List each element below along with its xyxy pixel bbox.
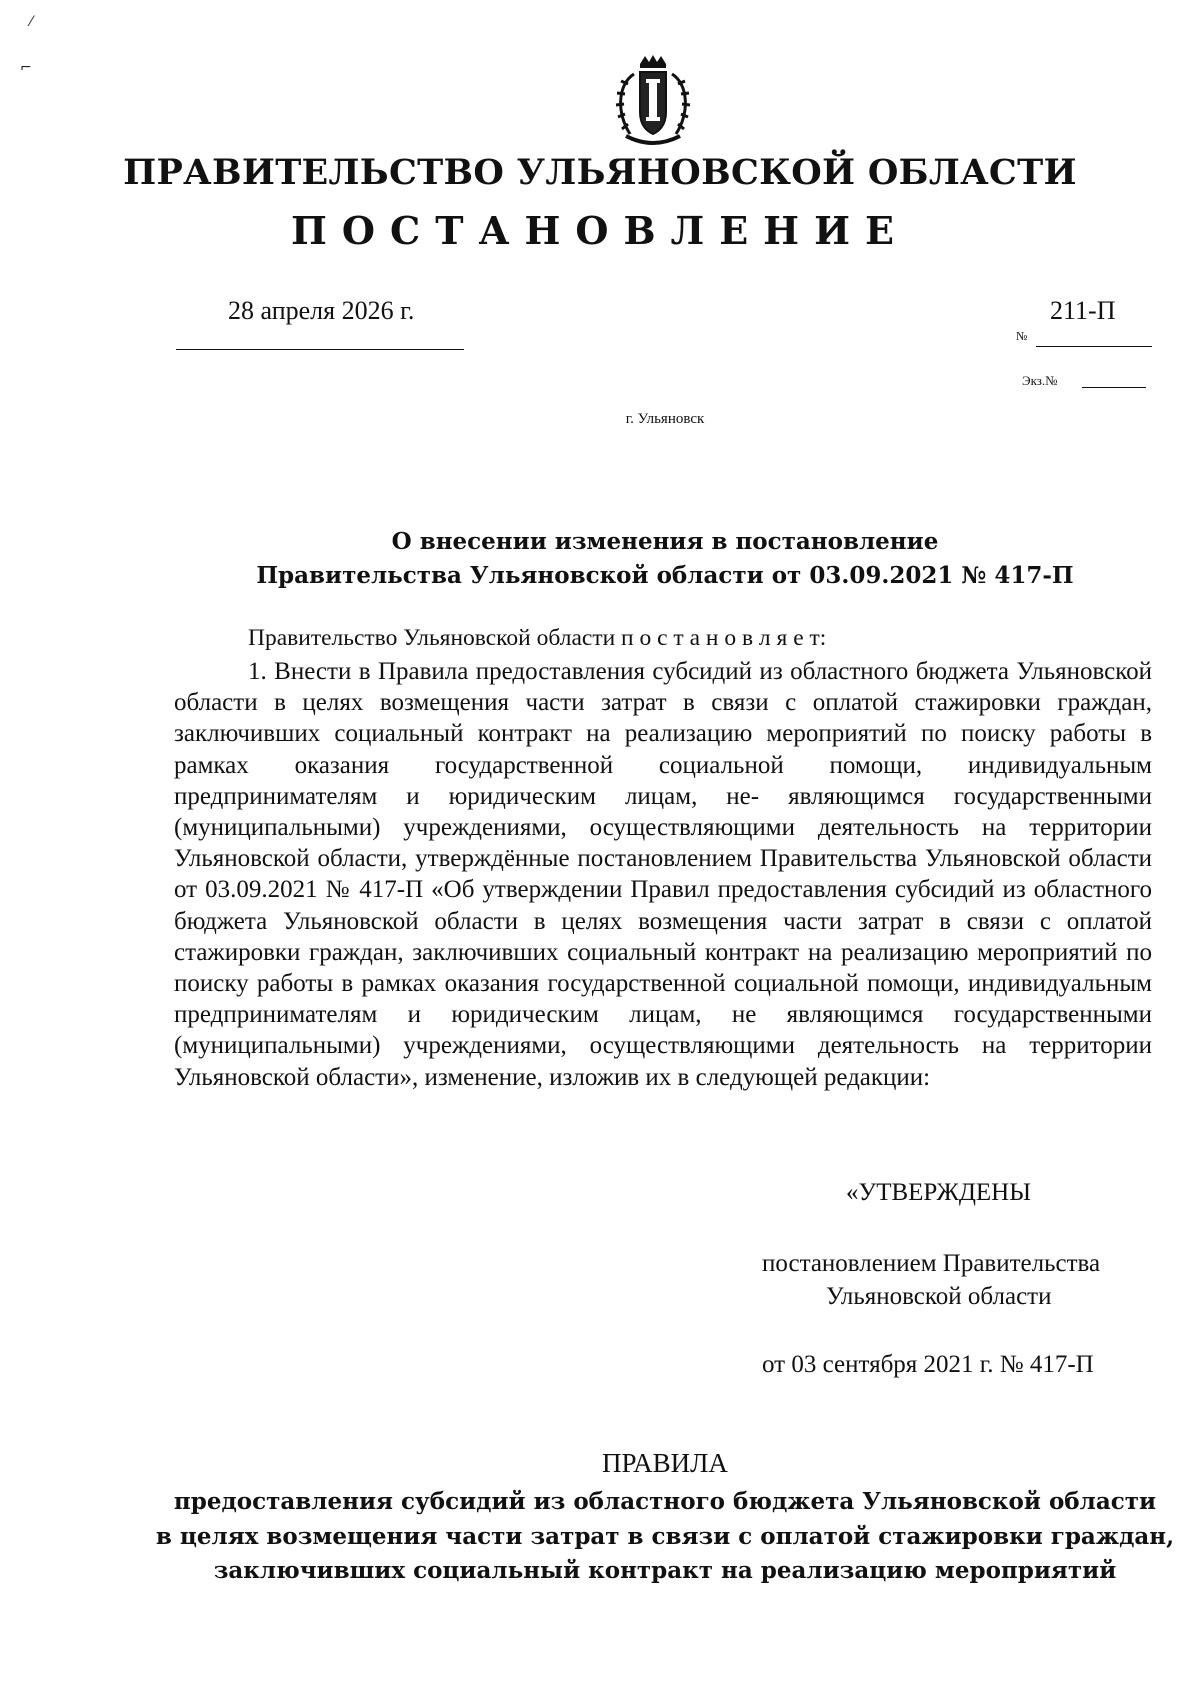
date-underline [176, 349, 464, 350]
organization-heading: ПРАВИТЕЛЬСТВО УЛЬЯНОВСКОЙ ОБЛАСТИ [123, 152, 1077, 193]
approval-by-line-2: Ульяновской области [826, 1283, 1052, 1310]
rules-heading: ПРАВИЛА [602, 1448, 728, 1478]
decree-paragraph-1 [174, 656, 1152, 1093]
rules-subtitle-line-1: предоставления субсидий из областного бюджета Ульяновской области [173, 1488, 1157, 1515]
paragraph-text: 1. Внести в Правила предоставления субсидий из областного бюджета Ульяновской области в целях возмещения части затрат в связи с оплатой стажировки граждан, заключивших социальный контракт на реализацию мероприятий по поиску работы в рамках оказания государственной социальной помощи, индивидуальным предпринимателям и юридическим лицам, не- являющимся государственными (муниципальными) учреждениями, осуществляющими деятельность на территории Ульяновской области, утверждённые постановлением Правительства Ульяновской области от 03.09.2021 № 417-П «Об утверждении Правил предоставления субсидий из областного бюджета Ульяновской области в целях возмещения части затрат в связи с оплатой стажировки граждан, заключивших социальный контракт на реализацию мероприятий по поиску работы в рамках оказания государственной социальной помощи, индивидуальным предпринимателям и юридическим лицам, не являющимся государственными (муниципальными) учреждениями, осуществляющими деятельность на территории Ульяновской области», изменение, изложив их в следующей редакции: [174, 658, 1152, 1091]
approval-by-line-1: постановлением Правительства [762, 1250, 1101, 1277]
scan-mark: ⁄ [30, 14, 33, 30]
approval-stamp-title: «УТВЕРЖДЕНЫ [846, 1179, 1032, 1206]
copy-number-label: Экз.№ [1022, 373, 1058, 388]
decree-intro: Правительство Ульяновской области п о с т а н о в л я е т: [248, 625, 827, 651]
city-label: г. Ульяновск [625, 411, 705, 427]
approval-date-line: от 03 сентября 2021 г. № 417-П [762, 1351, 1094, 1378]
document-number: 211-П [1050, 296, 1116, 325]
document-date: 28 апреля 2026 г. [228, 296, 415, 325]
copy-number-underline [1082, 387, 1146, 388]
document-title-line-1: О внесении изменения в постановление [391, 528, 939, 555]
document-title-line-2: Правительства Ульяновской области от 03.09.2021 № 417-П [256, 562, 1074, 589]
document-type-heading: ПОСТАНОВЛЕНИЕ [291, 208, 909, 253]
scan-mark: ⌐ [20, 60, 32, 76]
rules-subtitle-line-3: заключивших социальный контракт на реализацию мероприятий [213, 1557, 1117, 1584]
rules-subtitle-line-2: в целях возмещения части затрат в связи с оплатой стажировки граждан, [155, 1523, 1175, 1550]
number-underline [1036, 346, 1152, 347]
number-sign-label: № [1016, 329, 1028, 343]
coat-of-arms-icon [612, 54, 694, 150]
